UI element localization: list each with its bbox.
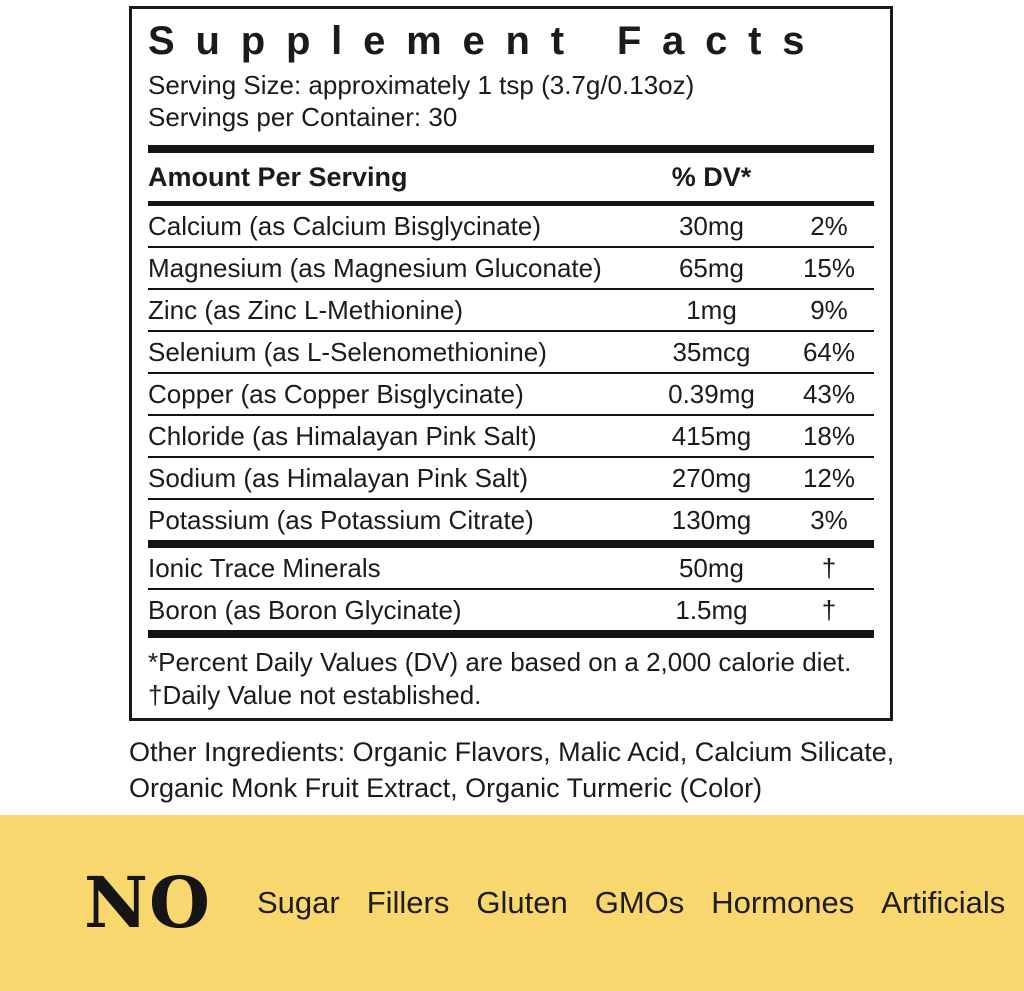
claim-item-artificials: Artificials — [881, 885, 1006, 920]
other-ingredients: Other Ingredients: Organic Flavors, Malic Acid, Calcium Silicate, Organic Monk Fruit Extract, Organic Turmeric (Color) — [129, 737, 895, 803]
nutrient-row-potassium — [148, 500, 874, 548]
nutrient-row-chloride — [148, 416, 874, 458]
nutrient-dv: † — [821, 595, 837, 625]
nutrient-name: Ionic Trace Minerals — [148, 553, 381, 583]
claims-list — [257, 885, 1005, 921]
table-header-row — [148, 153, 874, 206]
nutrient-amount: 65mg — [678, 253, 745, 283]
nutrient-row-calcium — [148, 206, 874, 248]
nutrient-row-boron — [148, 590, 874, 638]
nutrient-dv: 43% — [802, 379, 856, 409]
claim-item-hormones: Hormones — [711, 885, 855, 920]
nutrient-amount: 0.39mg — [668, 379, 755, 409]
nutrient-dv: 9% — [810, 295, 848, 325]
nutrient-amount: 270mg — [671, 463, 752, 493]
nutrient-amount: 30mg — [678, 211, 745, 241]
nutrient-amount: 35mcg — [672, 337, 751, 367]
serving-size: Serving Size: approximately 1 tsp (3.7g/0.13oz) — [148, 70, 695, 100]
nutrient-name: Potassium (as Potassium Citrate) — [148, 505, 534, 535]
nutrient-row-zinc — [148, 290, 874, 332]
nutrient-name: Zinc (as Zinc L-Methionine) — [148, 295, 463, 325]
dv-header-label: % DV* — [671, 162, 752, 192]
nutrient-dv: 18% — [802, 421, 856, 451]
nutrient-name: Magnesium (as Magnesium Gluconate) — [148, 253, 602, 283]
nutrient-amount: 1.5mg — [675, 595, 748, 625]
nutrient-dv: 3% — [810, 505, 848, 535]
nutrient-row-selenium — [148, 332, 874, 374]
claim-item-gmos: GMOs — [594, 885, 685, 920]
amount-per-serving-label: Amount Per Serving — [148, 162, 408, 192]
no-claims-banner — [0, 815, 1024, 991]
supplement-facts-panel — [129, 6, 893, 721]
dv-footnote: *Percent Daily Values (DV) are based on a 2,000 calorie diet. †Daily Value not established. — [148, 647, 852, 710]
nutrient-dv: † — [821, 553, 837, 583]
nutrient-name: Sodium (as Himalayan Pink Salt) — [148, 463, 529, 493]
nutrient-amount: 1mg — [686, 295, 737, 325]
nutrient-dv: 2% — [810, 211, 848, 241]
claim-item-fillers: Fillers — [366, 885, 450, 920]
nutrient-amount: 50mg — [678, 553, 745, 583]
nutrient-row-copper — [148, 374, 874, 416]
nutrient-row-ionic-trace-minerals — [148, 548, 874, 590]
claim-item-gluten: Gluten — [476, 885, 568, 920]
servings-per-container: Servings per Container: 30 — [148, 102, 458, 132]
nutrient-name: Boron (as Boron Glycinate) — [148, 595, 462, 625]
claim-item-sugar: Sugar — [256, 885, 340, 920]
nutrient-row-sodium — [148, 458, 874, 500]
serving-info — [148, 65, 874, 153]
nutrient-amount: 130mg — [671, 505, 752, 535]
nutrient-name: Selenium (as L-Selenomethionine) — [148, 337, 547, 367]
nutrient-name: Calcium (as Calcium Bisglycinate) — [148, 211, 541, 241]
nutrient-dv: 12% — [802, 463, 856, 493]
nutrient-name: Chloride (as Himalayan Pink Salt) — [148, 421, 537, 451]
nutrient-name: Copper (as Copper Bisglycinate) — [148, 379, 524, 409]
panel-title: Supplement Facts — [148, 19, 826, 63]
nutrient-dv: 64% — [802, 337, 856, 367]
nutrient-amount: 415mg — [671, 421, 752, 451]
no-label: NO — [84, 861, 211, 944]
nutrient-row-magnesium — [148, 248, 874, 290]
nutrient-dv: 15% — [802, 253, 856, 283]
